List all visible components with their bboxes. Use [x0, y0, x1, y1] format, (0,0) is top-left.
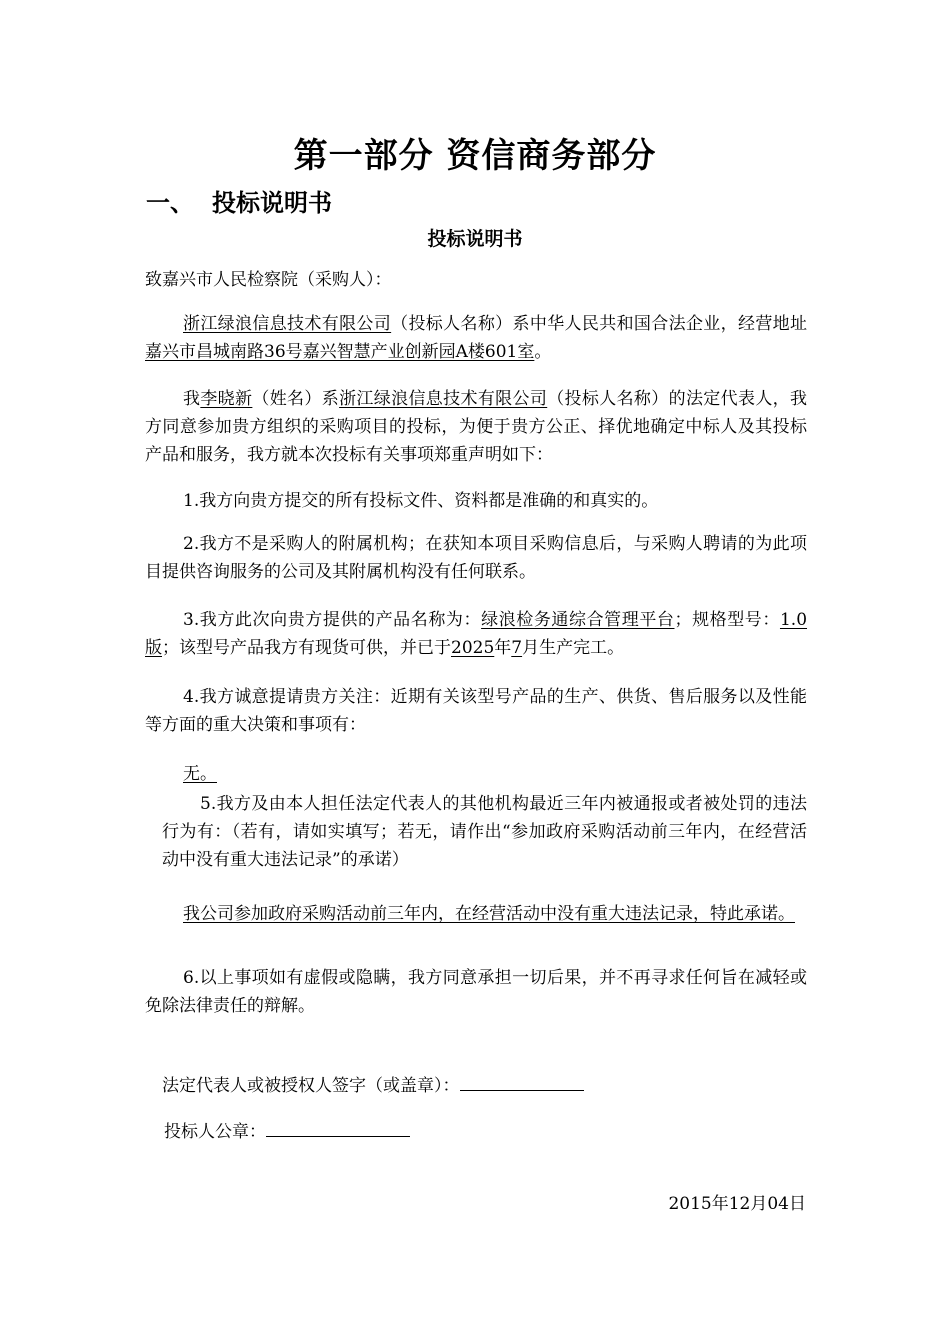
section-label: 投标说明书 — [212, 189, 332, 217]
company-address: 嘉兴市昌城南路36号嘉兴智慧产业创新园A楼601室 — [145, 342, 535, 362]
document-date: 2015年12月04日 — [668, 1194, 806, 1214]
seal-label: 投标人公章： — [164, 1122, 266, 1142]
page-title: 第一部分 资信商务部分 — [293, 136, 657, 176]
section-number: 一、 — [146, 189, 194, 217]
product-name: 绿浪检务通综合管理平台 — [481, 610, 675, 630]
item-5: 5.我方及由本人担任法定代表人的其他机构最近三年内被通报或者被处罚的违法行为有：（若有，请如实填写；若无，请作出“参加政府采购活动前三年内，在经营活动中没有重大违法记录”的承诺） — [162, 794, 807, 870]
company-name: 浙江绿浪信息技术有限公司 — [183, 314, 392, 334]
subtitle: 投标说明书 — [427, 228, 523, 250]
seal-line — [164, 1118, 410, 1146]
production-year: 2025 — [451, 638, 495, 658]
item-3: 3.我方此次向贵方提供的产品名称为：绿浪检务通综合管理平台；规格型号：1.0版；该型号产品我方有现货可供，并已于2025年7月生产完工。 — [145, 610, 808, 658]
item-1: 1.我方向贵方提交的所有投标文件、资料都是准确的和真实的。 — [183, 491, 659, 511]
item-6: 6.以上事项如有虚假或隐瞒，我方同意承担一切后果，并不再寻求任何旨在减轻或免除法律责任的辩解。 — [145, 968, 807, 1016]
item-4-answer: 无。 — [183, 764, 217, 784]
seal-blank — [266, 1118, 410, 1137]
signature-blank — [460, 1072, 584, 1091]
item-4: 4.我方诚意提请贵方关注：近期有关该型号产品的生产、供货、售后服务以及性能等方面的重大决策和事项有： — [145, 687, 807, 735]
company-name-2: 浙江绿浪信息技术有限公司 — [339, 389, 548, 409]
paragraph-representative: 我李晓新（姓名）系浙江绿浪信息技术有限公司（投标人名称）的法定代表人，我方同意参加贵方组织的采购项目的投标，为便于贵方公正、择优地确定中标人及其投标产品和服务，我方就本次投标有关事项郑重声明如下： — [145, 389, 808, 465]
section-heading — [146, 183, 332, 218]
item-2: 2.我方不是采购人的附属机构；在获知本项目采购信息后，与采购人聘请的为此项目提供咨询服务的公司及其附属机构没有任何联系。 — [145, 534, 807, 582]
production-month: 7 — [511, 638, 523, 658]
signature-line — [162, 1072, 584, 1100]
paragraph-company-intro: 浙江绿浪信息技术有限公司（投标人名称）系中华人民共和国合法企业，经营地址嘉兴市昌城南路36号嘉兴智慧产业创新园A楼601室。 — [145, 314, 808, 362]
addressee: 致嘉兴市人民检察院（采购人）： — [145, 270, 392, 290]
item-5-answer: 我公司参加政府采购活动前三年内，在经营活动中没有重大违法记录，特此承诺。 — [183, 904, 795, 924]
signature-label: 法定代表人或被授权人签字（或盖章）： — [162, 1076, 460, 1096]
representative-name: 李晓新 — [200, 389, 253, 409]
product-model: 1.0版 — [145, 610, 808, 658]
